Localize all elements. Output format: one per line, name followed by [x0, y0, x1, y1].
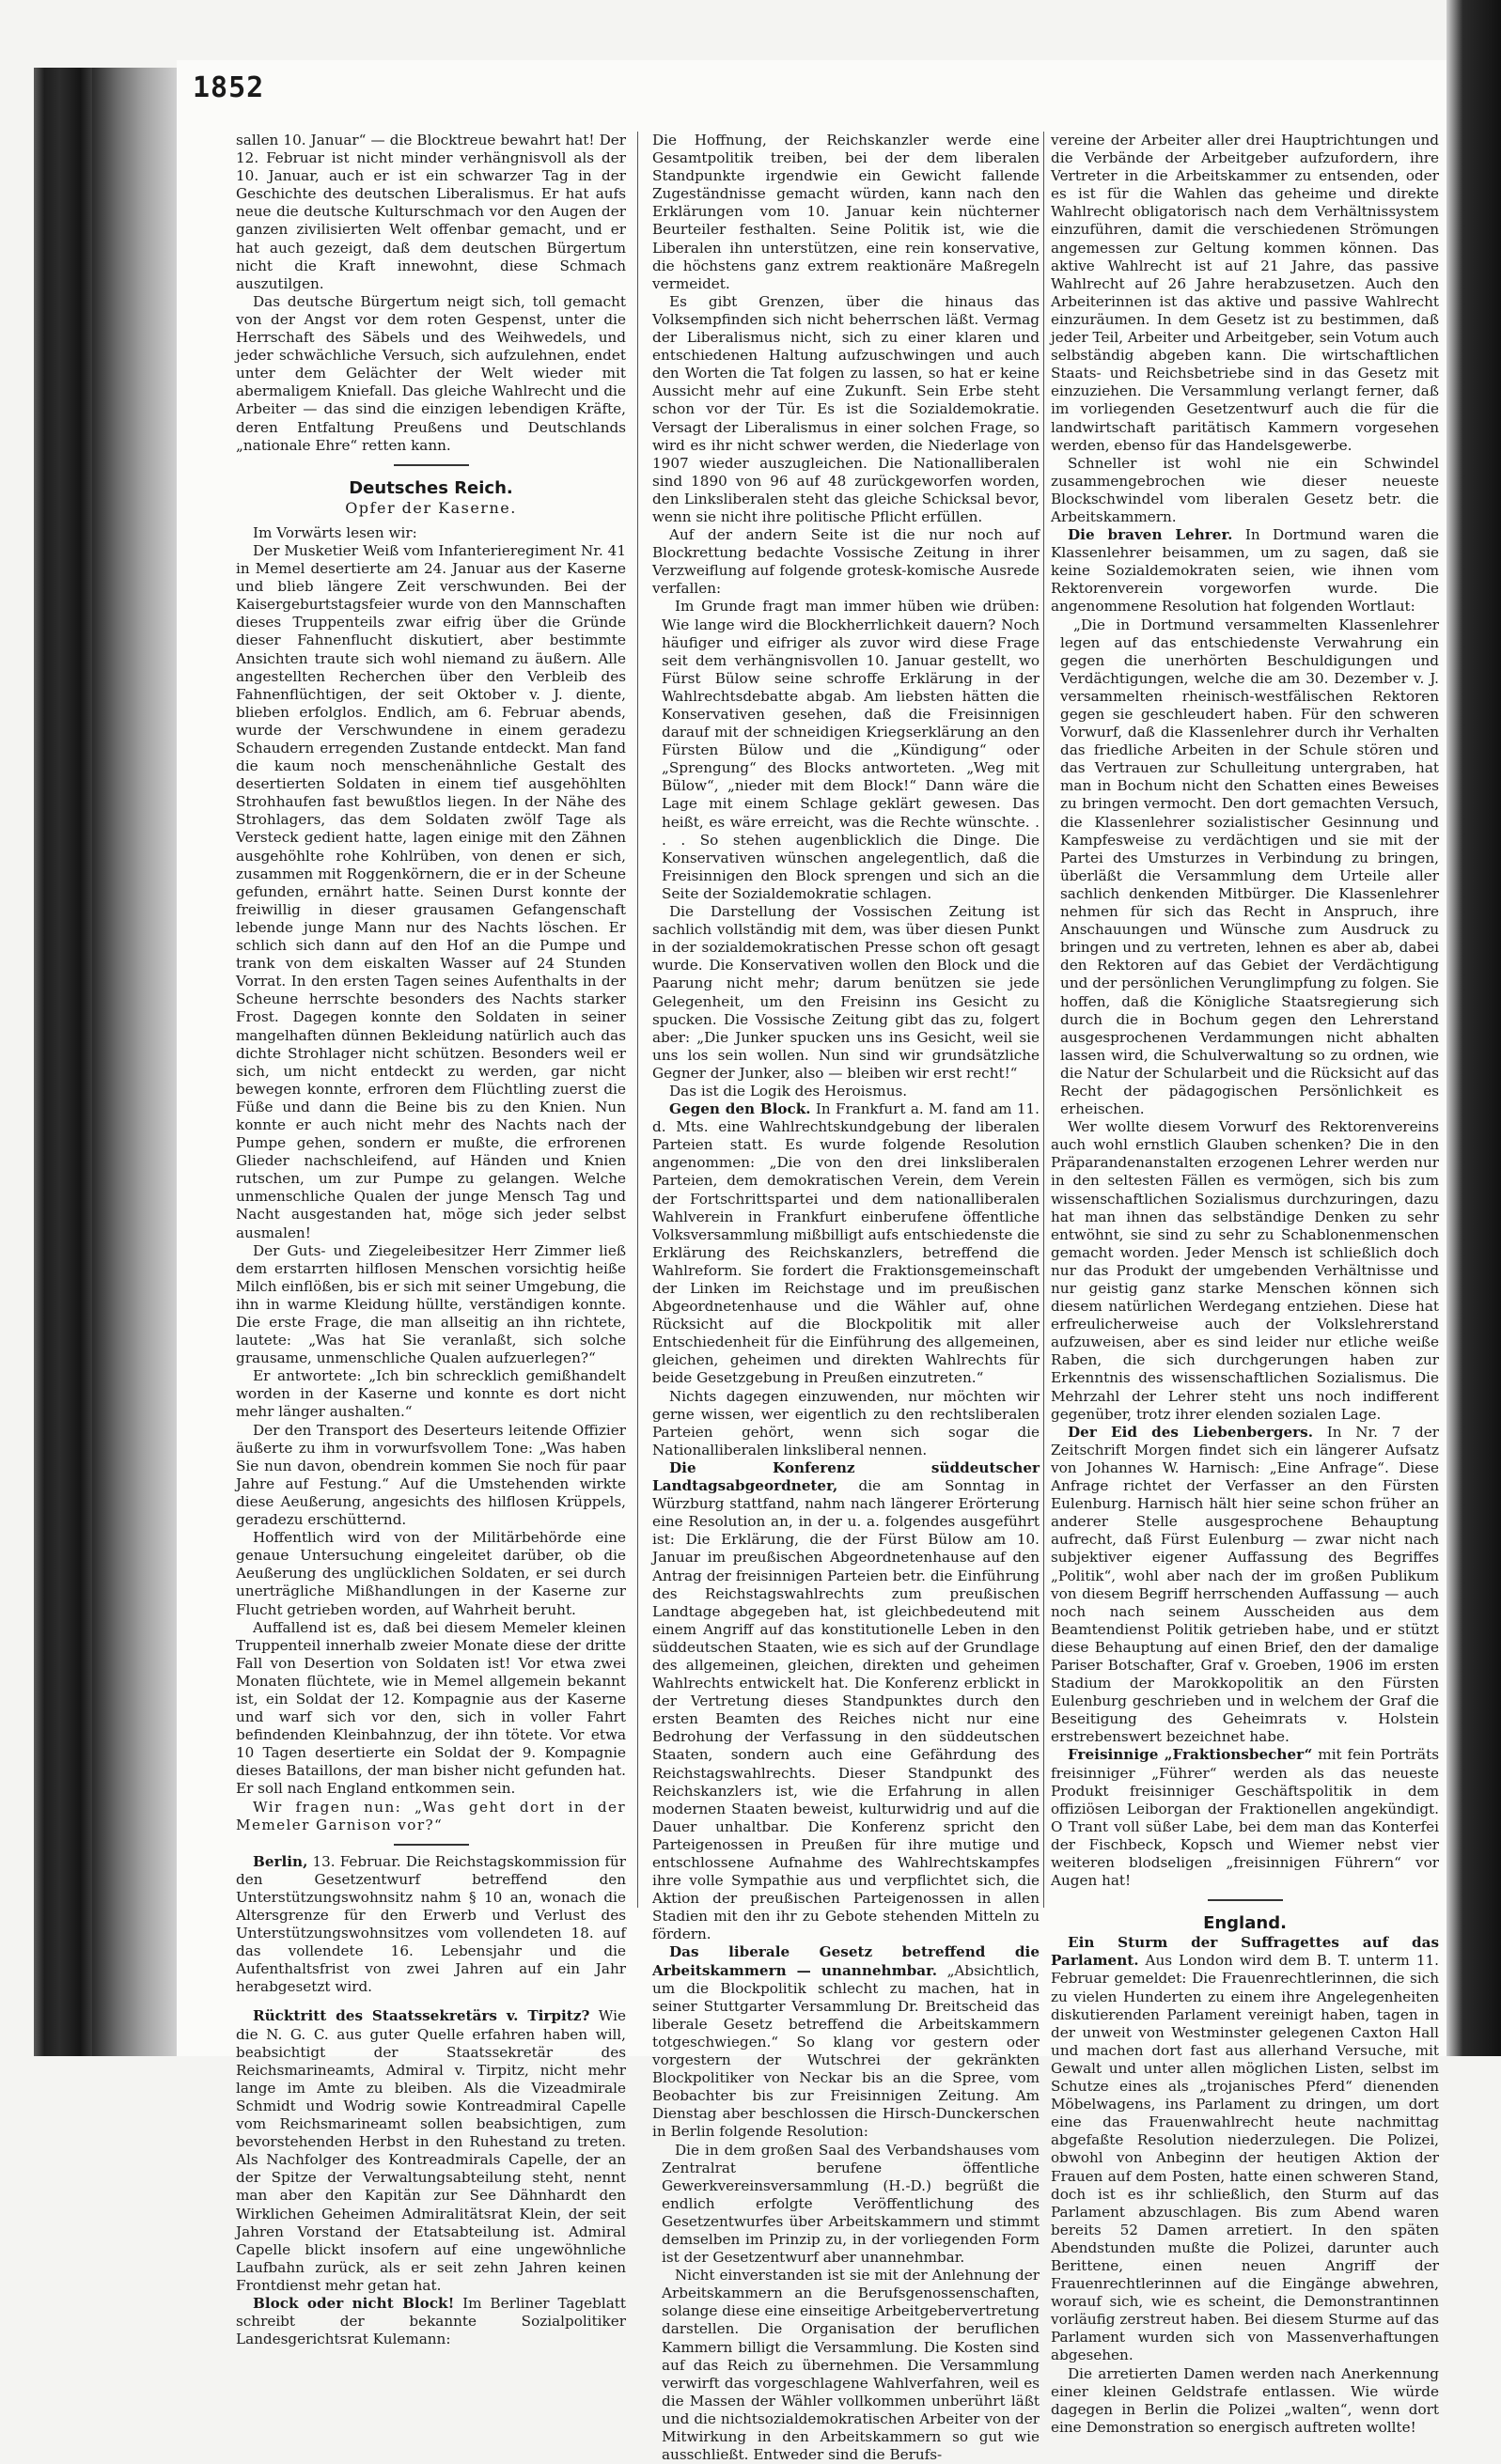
section-heading-england: England.: [1203, 1913, 1287, 1934]
paragraph: Wir fragen nun: „Was geht dort in der Memeler Garnison vor?“: [236, 1798, 626, 1833]
paragraph-text: Aus London wird dem B. T. unterm 11. Februar gemeldet: Die Frauenrechtlerinnen, die sich zu vielen Hunderten zu einem ihre Angelegenheiten diskutierenden Parlament vereinigt haben, tagen in der unweit von Westminster gelegenen Caxton Hall und machen dort fast aus allerhand Versuche, mit Gewalt und unter allen möglichen Listen, selbst im Schutze eines als „trojanisches Pferd“ dienenden Möbelwagens, ins Parlament zu dringen, um dort eine das Frauenwahlrecht heute nachmittag abgefaßte Resolution niederzulegen. Die Polizei, obwohl von Anbeginn der heutigen Aktion der Frauen auf dem Posten, hatte einen schweren Stand, doch ist es ihr schließlich, den Sturm auf das Parlament abzuschlagen. Bis zum Abend waren bereits 52 Damen arretiert. In den späten Abendstunden mußte die Polizei, darunter auch Berittene, einen neuen Angriff der Frauenrechtlerinnen auf die Eingänge abwehren, worauf sich, wie es scheint, die Demonstrantinnen vorläufig zerstreut haben. Bei diesem Sturme auf das Parlament wurden sich von Massenverhaftungen abgesehen.: [1051, 1952, 1439, 2364]
paragraph-text: mit fein Porträts freisinniger „Führer“ werden als das neueste Produkt freisinniger Geschäftspolitik in dem offiziösen Leiborgan der Fraktionellen angekündigt. O Trant voll süßer Labe, bei dem man das Konterfei der Fischbeck, Kopsch und Wiemer nebst vier weiteren blodseligen „freisinnigen Führern“ vor Augen hat!: [1051, 1746, 1439, 1890]
paragraph: [1051, 1746, 1439, 1890]
page-right-edge: [1446, 0, 1501, 2056]
quotation: Die in dem großen Saal des Verbandshauses vom Zentralrat berufene öffentliche Gewerkvereinsversammlung (H.-D.) begrüßt die endlich erfolgte Veröffentlichung des Gesetzentwurfes über Arbeitskammern und stimmt demselben im Prinzip zu, in der vorliegenden Form ist der Gesetzentwurf aber unannehmbar.: [662, 2141, 1040, 2267]
paragraph: Der den Transport des Deserteurs leitende Offizier äußerte zu ihm in vorwurfsvollem Tone: „Was haben Sie nun davon, obendrein kommen Sie noch für paar Jahre auf Festung.“ Auf die Umstehenden wirkte diese Aeußerung, angesichts des hilflosen Krüppels, geradezu erschütternd.: [236, 1421, 626, 1529]
quotation: Im Grunde fragt man immer hüben wie drüben: Wie lange wird die Blockherrlichkeit dauern? Noch häufiger und eifriger als zuvor wird diese Frage seit dem verhängnisvollen 10. Januar gestellt, wo Fürst Bülow seine schroffe Erklärung in der Wahlrechtsdebatte abgab. Am liebsten hätten die Konservativen gesehen, daß die Freisinnigen darauf mit der schneidigen Kriegserklärung an den Fürsten Bülow und die „Kündigung“ oder „Sprengung“ des Blocks antworteten. „Weg mit Bülow“, „nieder mit dem Block!“ Dann wäre die Lage mit einem Schlage geklärt gewesen. Das heißt, es wäre erreicht, was die Rechte wünschte. . . . So stehen augenblicklich die Dinge. Die Konservativen wünschen angelegentlich, daß die Freisinnigen den Block sprengen und sich an die Seite der Sozialdemokratie schlagen.: [662, 598, 1040, 902]
article-title-opfer-der-kaserne: Opfer der Kaserne.: [345, 498, 517, 517]
paragraph: vereine der Arbeiter aller drei Hauptrichtungen und die Verbände der Arbeitgeber aufzufordern, ihre Vertreter in die Arbeitskammer zu entsenden, oder es ist für die Wahlen das geheime und direkte Wahlrecht obligatorisch nach dem Verhältnissystem einzuführen, damit die verschiedenen Strömungen angemessen zur Geltung kommen können. Das aktive Wahlrecht ist auf 21 Jahre, das passive Wahlrecht auf 26 Jahre herabzusetzen. Auch den Arbeiterinnen ist das aktive und passive Wahlrecht einzuräumen. In dem Gesetz ist zu bestimmen, daß jeder Teil, Arbeiter und Arbeitgeber, sein Votum auch selbständig abgeben kann. Die wirtschaftlichen Staats- und Reichsbetriebe sind in das Gesetz mit einzuziehen. Die Versammlung verlangt ferner, daß im vorliegenden Gesetzentwurf auch die für die landwirtschaft paritätisch Kammern vorgesehen werden, ebenso für das Handelsgewerbe.: [1051, 132, 1439, 454]
paragraph-text: die am Sonntag in Würzburg stattfand, nahm nach längerer Erörterung eine Resolution an, in der u. a. folgendes ausgeführt ist: Die Erklärung, die der Fürst Bülow am 10. Januar im preußischen Abgeordnetenhause auf den Antrag der freisinnigen Parteien betr. die Einführung des Reichstagswahlrechts zum preußischen Landtage abgegeben hat, ist gleichbedeutend mit einem Angriff auf das konstitutionelle Leben in den süddeutschen Staaten, wie es sich auf der Grundlage des allgemeinen, gleichen, direkten und geheimen Wahlrechts entwickelt hat. Die Konferenz erblickt in der Vertretung dieses Standpunktes durch den ersten Beamten des Reiches nicht nur eine Bedrohung der Verfassung in den süddeutschen Staaten, sondern auch eine Gefährdung des Reichstagswahlrechts. Dieser Standpunkt des Reichskanzlers ist, wie die Erfahrung in allen modernen Staaten beweist, kulturwidrig und auf die Dauer unhaltbar. Die Konferenz spricht den Parteigenossen in Preußen für ihre mutige und entschlossene Aufnahme des Wahlrechtskampfes ihre volle Sympathie aus und verpflichtet sich, die Aktion der preußischen Parteigenossen in allen Stadien mit den ihr zu Gebote stehenden Mitteln zu fördern.: [652, 1477, 1040, 1943]
paragraph: Nichts dagegen einzuwenden, nur möchten wir gerne wissen, wer eigentlich zu den rechtsliberalen Parteien gehört, wenn sich sogar die Nationalliberalen linksliberal nennen.: [652, 1387, 1040, 1458]
paragraph: Es gibt Grenzen, über die hinaus das Volksempfinden sich nicht beherrschen läßt. Vermag der Liberalismus nicht, sich zu einer klaren und entschiedenen Haltung aufzuschwingen und auch den Worten die Tat folgen zu lassen, so hat er keine Aussicht mehr auf eine Zukunft. Sein Erbe steht schon vor der Tür. Es ist die Sozialdemokratie. Versagt der Liberalismus in einer solchen Frage, so wird es ihr nicht schwer werden, die Niederlage von 1907 wieder auszugleichen. Die Nationalliberalen sind 1890 von 96 auf 48 zurückgeworfen worden, den Linksliberalen steht das gleiche Schicksal bevor, wenn sie nicht ihre politische Pflicht erfüllen.: [652, 292, 1040, 525]
column-rule-2: [1043, 132, 1044, 1908]
paragraph: Wer wollte diesem Vorwurf des Rektorenvereins auch wohl ernstlich Glauben schenken? Die in den Präparandenanstalten erzogenen Lehrer werden nur in den seltesten Fällen es vermögen, sich bis zum wissenschaftlichen Sozialismus durchzuringen, dazu hat man ihnen das selbständige Denken zu sehr entwöhnt, sie sind zu sehr zu Schablonenmenschen gemacht worden. Jeder Mensch ist schließlich doch nur das Produkt der umgebenden Verhältnisse und nur geistig ganz starke Menschen können sich diesem natürlichen Werdegang entziehen. Diese hat erfreulicherweise auch der Volkslehrerstand aufzuweisen, aber es sind leider nur etliche weiße Raben, die sich durchgerungen haben zur Erkenntnis des wissenschaftlichen Sozialismus. Die Mehrzahl der Lehrer steht uns noch indifferent gegenüber, trotz ihrer elenden sozialen Lage.: [1051, 1118, 1439, 1423]
book-binding: [34, 68, 92, 2056]
paragraph-text: Im Berliner Tageblatt schreibt der bekannte Sozialpolitiker Landesgerichtsrat Kulemann:: [236, 2294, 627, 2348]
paragraph: Der Musketier Weiß vom Infanterieregiment Nr. 41 in Memel desertierte am 24. Januar aus der Kaserne und blieb längere Zeit verschwunden. Bei der Kaisergeburtstagsfeier wurde von den Mannschaften dieses Truppenteils zwar eifrig über die Gründe dieser Fahnenflucht diskutiert, aber bestimmte Ansichten traute sich wohl niemand zu äußern. Alle angestellten Recherchen über den Verbleib des Fahnenflüchtigen, der seit Oktober v. J. diente, blieben erfolglos. Endlich, am 6. Februar abends, wurde der Verschwundene in einem geradezu Schaudern erregenden Zustande entdeckt. Man fand die kaum noch menschenähnliche Gestalt des desertierten Soldaten in einem tief ausgehöhlten Strohhaufen fast bewußtlos liegen. In der Nähe des Strohlagers, das dem Soldaten zwölf Tage als Versteck gedient hatte, lagen einige mit den Zähnen ausgehöhlte rohe Kohlrüben, von denen er sich, zusammen mit Roggenkörnern, die er in der Scheune gefunden, ernährt hatte. Seinen Durst konnte der freiwillig in dieser grausamen Gefangenschaft lebende junge Mann nur des Nachts löschen. Er schlich sich dann auf den Hof an die Pumpe und trank von dem eiskalten Wasser auf 24 Stunden Vorrat. In den ersten Tagen seines Aufenthalts in der Scheune herrschte besonders des Nachts starker Frost. Dagegen konnte den Soldaten in seiner mangelhaften dünnen Bekleidung natürlich auch das dichte Strohlager nicht schützen. Besonders weil er sich, um nicht entdeckt zu werden, gar nicht bewegen konnte, erfroren dem Flüchtling zuerst die Füße und dann die Beine bis zu den Knien. Nun konnte er auch nicht mehr des Nachts nach der Pumpe gehen, sondern er mußte, die erfrorenen Glieder nachschleifend, auf Händen und Knien rutschen, um zur Pumpe zu gelangen. Welche unmenschliche Qualen der junge Mensch Tag und Nacht ausgestanden hat, möge sich jeder selbst ausmalen!: [236, 541, 626, 1241]
paragraph-text: In Nr. 7 der Zeitschrift Morgen findet sich ein längerer Aufsatz von Johannes W. Harnisch: „Eine Anfrage“. Diese Anfrage richtet der Verfasser an den Fürsten Eulenburg. Harnisch hält hier seine schon früher an anderer Stelle ausgesprochene Behauptung aufrecht, daß Fürst Eulenburg — zwar nicht nach subjektiver eigener Auffassung des Begriffes „Politik“, wohl aber nach der im großen Publikum von diesem Begriff herrschenden Auffassung — auch noch nach seinem Ausscheiden aus dem Beamtendienst Politik getrieben habe, und er stützt diese Behauptung auf einen Brief, den der damalige Pariser Botschafter, Graf v. Groeben, 1906 im ersten Stadium der Marokkopolitik an den Fürsten Eulenburg geschrieben und in welchem der Graf die Beseitigung des Geheimrats v. Holstein erstrebenswert bezeichnet habe.: [1051, 1423, 1440, 1746]
paragraph: [1051, 526, 1439, 616]
lead-in: Ein Sturm der Suffragettes auf das Parlament.: [1051, 1934, 1439, 1970]
paragraph: [652, 1459, 1040, 1944]
paragraph: Die arretierten Damen werden nach Anerkennung einer kleinen Geldstrafe entlassen. Wie würde dagegen in Berlin die Polizei „walten“, wenn dort eine Demonstration so energisch auftreten wollte!: [1051, 2364, 1439, 2436]
paragraph: [236, 2007, 626, 2295]
paragraph-text: Wie die N. G. C. aus guter Quelle erfahren haben will, beabsichtigt der Staatssekretär des Reichsmarineamts, Admiral v. Tirpitz, nicht mehr lange im Amte zu bleiben. Als die Vizeadmirale Schmidt und Wodrig sowie Kontreadmiral Capelle vom Reichsmarineamt sollen beabsichtigen, zum bevorstehenden Herbst in den Ruhestand zu treten. Als Nachfolger des Kontreadmirals Capelle, der an der Spitze der Verwaltungsabteilung steht, nennt man aber den Kapitän zur See Dähnhardt den Wirklichen Geheimen Admiralitätsrat Klein, der seit Jahren Vorstand der Etatsabteilung ist. Admiral Capelle blickt insofern auf eine ungewöhnliche Laufbahn zurück, als er seit zehn Jahren keinen Frontdienst mehr getan hat.: [236, 2007, 626, 2294]
paragraph: Die Hoffnung, der Reichskanzler werde eine Gesamtpolitik treiben, bei der dem liberalen Standpunkte irgendwie ein Gewicht fallende Zugeständnisse gemacht würden, kann nach den Erklärungen vom 10. Januar kein nüchterner Beurteiler festhalten. Seine Politik ist, wie die Liberalen ihn unterstützen, eine rein konservative, die höchstens ganz extrem reaktionäre Maßregeln vermeidet.: [652, 132, 1040, 292]
paragraph: [652, 1943, 1040, 2141]
paragraph: Er antwortete: „Ich bin schrecklich gemißhandelt worden in der Kaserne und konnte es dort nicht mehr länger aushalten.“: [236, 1367, 626, 1421]
lead-in: Gegen den Block.: [669, 1100, 811, 1118]
paragraph: sallen 10. Januar“ — die Blocktreue bewahrt hat! Der 12. Februar ist nicht minder verhängnisvoll als der 10. Januar, auch er ist ein schwarzer Tag in der Geschichte des deutschen Liberalismus. Er hat aufs neue die deutsche Kulturschmach vor den Augen der ganzen zivilisierten Welt offenbar gemacht, und er hat auch gezeigt, daß dem deutschen Bürgertum nicht die Kraft innewohnt, diese Schmach auszutilgen.: [236, 132, 626, 292]
paragraph: [1051, 1934, 1439, 2364]
paragraph: Das ist die Logik des Heroismus.: [669, 1082, 908, 1099]
lead-in: Freisinnige „Fraktionsbecher“: [1068, 1746, 1313, 1764]
paragraph-text: 13. Februar. Die Reichstagskommission für den Gesetzentwurf betreffend den Unterstützungswohnsitz nahm § 10 an, wonach die Altersgrenze für den Erwerb und Verlust des Unterstützungswohnsitzes vom vollendeten 18. auf das vollendete 16. Lebensjahr und die Aufenthaltsfrist von zwei Jahren auf ein Jahr herabgesetzt wird.: [236, 1852, 626, 1996]
lead-in: Der Eid des Liebenbergers.: [1068, 1423, 1314, 1441]
paragraph: Die Darstellung der Vossischen Zeitung ist sachlich vollständig mit dem, was über diesen Punkt in der sozialdemokratischen Presse schon oft gesagt wurde. Die Konservativen wollen den Block und die Paarung nicht mehr; darum benützen sie jede Gelegenheit, um den Freisinn ins Gesicht zu spucken. Die Vossische Zeitung gibt das zu, folgert aber: „Die Junker spucken uns ins Gesicht, weil sie uns los sein wollen. Nun sind wir grundsätzliche Gegner der Junker, also — bleiben wir erst recht!“: [652, 903, 1040, 1082]
paragraph: Hoffentlich wird von der Militärbehörde eine genaue Untersuchung eingeleitet darüber, ob die Aeußerung des unglücklichen Soldaten, er sei durch unerträgliche Mißhandlungen in der Kaserne zur Flucht getrieben worden, auf Wahrheit beruht.: [236, 1529, 626, 1618]
paragraph-text: In Dortmund waren die Klassenlehrer beisammen, um zu sagen, daß sie keine Sozialdemokraten seien, wie ihnen vom Rektorenverein vorgeworfen wurde. Die angenommene Resolution hat folgenden Wortlaut:: [1051, 526, 1439, 616]
paragraph-text: „Absichtlich, um die Blockpolitik schlecht zu machen, hat in seiner Stuttgarter Versammlung Dr. Breitscheid das liberale Gesetz betreffend die Arbeitskammern totgeschwiegen.“ So klang vor gestern oder vorgestern der Wutschrei der gekränkten Blockpolitiker von Neckar bis an die Spree, vom Beobachter bis zur Freisinnigen Zeitung. Am Dienstag aber beschlossen die Hirsch-Dunckerschen in Berlin folgende Resolution:: [652, 1961, 1040, 2141]
paragraph: Der Guts- und Ziegeleibesitzer Herr Zimmer ließ dem erstarrten hilflosen Menschen vorsichtig heiße Milch einflößen, bis er sich mit seiner Umgebung, die ihn in warme Kleidung hüllte, verständigen konnte. Die erste Frage, die man allseitig an ihn richtete, lautete: „Was hat Sie veranlaßt, sich solche grausame, unmenschliche Qualen aufzuerlegen?“: [236, 1241, 626, 1367]
paragraph: Das deutsche Bürgertum neigt sich, toll gemacht von der Angst vor dem roten Gespenst, unter die Herrschaft des Säbels und des Weihwedels, und jeder schwächliche Versuch, sich aufzulehnen, endet unter dem Gelächter der Welt wieder mit abermaligem Kniefall. Das gleiche Wahlrecht und die Arbeiter — das sind die einzigen lebendigen Kräfte, deren Entfaltung Preußens und Deutschlands „nationale Ehre“ retten kann.: [236, 292, 626, 454]
lead-in: Rücktritt des Staatssekretärs v. Tirpitz?: [253, 2007, 590, 2025]
lead-in: Berlin,: [253, 1852, 308, 1870]
paragraph: Auf der andern Seite ist die nur noch auf Blockrettung bedachte Vossische Zeitung in ihrer Verzweiflung auf folgende grotesk-komische Ausrede verfallen:: [652, 526, 1040, 598]
paragraph: Schneller ist wohl nie ein Schwindel zusammengebrochen wie dieser neueste Blockschwindel vom liberalen Gesetz betr. die Arbeitskammern.: [1051, 454, 1439, 525]
paragraph: [652, 1100, 1040, 1388]
section-divider: [394, 464, 469, 466]
quotation: „Die in Dortmund versammelten Klassenlehrer legen auf das entschiedenste Verwahrung ein gegen die unerhörten Beschuldigungen und Verdächtigungen, welche die am 30. Dezember v. J. versammelten rheinisch-westfälischen Rektoren gegen sie geschleudert haben. Für den schweren Vorwurf, daß die Klassenlehrer durch ihr Verhalten das friedliche Arbeiten in der Schule stören und das Vertrauen zur Schulleitung untergraben, hat man in Bochum nicht den Schatten eines Beweises zu bringen vermocht. Den dort gemachten Versuch, die Klassenlehrer sozialistischer Gesinnung und Kampfesweise zu verdächtigen und sie mit der Partei des Umsturzes in Verbindung zu bringen, überläßt die Versammlung dem Urteile aller sachlich denkenden Mitbürger. Die Klassenlehrer nehmen für sich das Recht in Anspruch, ihre Anschauungen und Wünsche zum Ausdruck zu bringen und zu vertreten, lehnen es aber ab, dabei den Rektoren auf das Gebiet der Verdächtigung und der persönlichen Verunglimpfung zu folgen. Sie hoffen, daß die Königliche Staatsregierung sich durch die in Bochum gegen den Lehrerstand ausgesprochenen Verdammungen nicht abhalten lassen wird, die Schulverwaltung so zu ordnen, wie die Natur der Schularbeit und die Rücksicht auf das Recht der pädagogischen Persönlichkeit es erheischen.: [1060, 616, 1439, 1118]
paragraph: Auffallend ist es, daß bei diesem Memeler kleinen Truppenteil innerhalb zweier Monate diese der dritte Fall von Desertion von Soldaten ist! Vor etwa zwei Monaten flüchtete, wie in Memel allgemein bekannt ist, ein Soldat der 12. Kompagnie aus der Kaserne und warf sich vor den, sich in voller Fahrt befindenden Kleinbahnzug, der ihn tötete. Vor etwa 10 Tagen desertierte ein Soldat der 9. Kompagnie dieses Bataillons, der man bisher nicht gefunden hat. Er soll nach England entkommen sein.: [236, 1618, 626, 1798]
section-divider: [1208, 1899, 1283, 1901]
paragraph: [1051, 1424, 1439, 1747]
section-divider: [394, 1844, 469, 1846]
page-number: 1852: [193, 71, 265, 104]
column-rule-1: [637, 132, 638, 1908]
lead-in: Block oder nicht Block!: [253, 2294, 455, 2312]
binding-shadow: [92, 68, 177, 2056]
quotation: Nicht einverstanden ist sie mit der Anlehnung der Arbeitskammern an die Berufsgenossenschaften, solange diese eine einseitige Arbeitgebervertretung darstellen. Die Organisation der beruflichen Kammern billigt die Versammlung. Die Kosten sind auf das Reich zu übernehmen. Die Versammlung verwirft das vorgeschlagene Wahlverfahren, weil es die Massen der Wähler vollkommen unberührt läßt und die nichtsozialdemokratischen Arbeiter von der Mitwirkung in den Arbeitskammern so gut wie ausschließt. Entweder sind die Berufs-: [662, 2267, 1040, 2464]
section-heading-deutsches-reich: Deutsches Reich.: [349, 477, 513, 498]
paragraph: [236, 1853, 626, 1997]
column-2: [652, 132, 1040, 2464]
lead-in: Die Konferenz süddeutscher Landtagsabgeordneter,: [652, 1458, 1040, 1495]
paragraph: Im Vorwärts lesen wir:: [253, 523, 417, 541]
paragraph: [236, 2295, 626, 2348]
column-1: [236, 132, 627, 2348]
paragraph-text: In Frankfurt a. M. fand am 11. d. Mts. eine Wahlrechtskundgebung der liberalen Parteien statt. Es wurde folgende Resolution angenommen: „Die von den drei linksliberalen Parteien, dem demokratischen Verein, dem Verein der Fortschrittspartei und dem nationalliberalen Wahlverein in Frankfurt einberufene öffentliche Volksversammlung mißbilligt aufs entschiedenste die Erklärung des Reichskanzlers, betreffend die Wahlreform. Sie fordert die Fraktionsgemeinschaft der Linken im Reichstage und im preußischen Abgeordnetenhause und die Wähler auf, ohne Rücksicht auf die Blockpolitik mit aller Entschiedenheit für die Einführung des allgemeinen, gleichen, geheimen und direkten Wahlrechts für beide Gesetzgebung in Preußen einzutreten.“: [652, 1100, 1040, 1387]
lead-in: Die braven Lehrer.: [1068, 526, 1233, 544]
column-3: [1051, 132, 1440, 2436]
lead-in: Das liberale Gesetz betreffend die Arbeitskammern — unannehmbar.: [652, 1943, 1040, 1979]
